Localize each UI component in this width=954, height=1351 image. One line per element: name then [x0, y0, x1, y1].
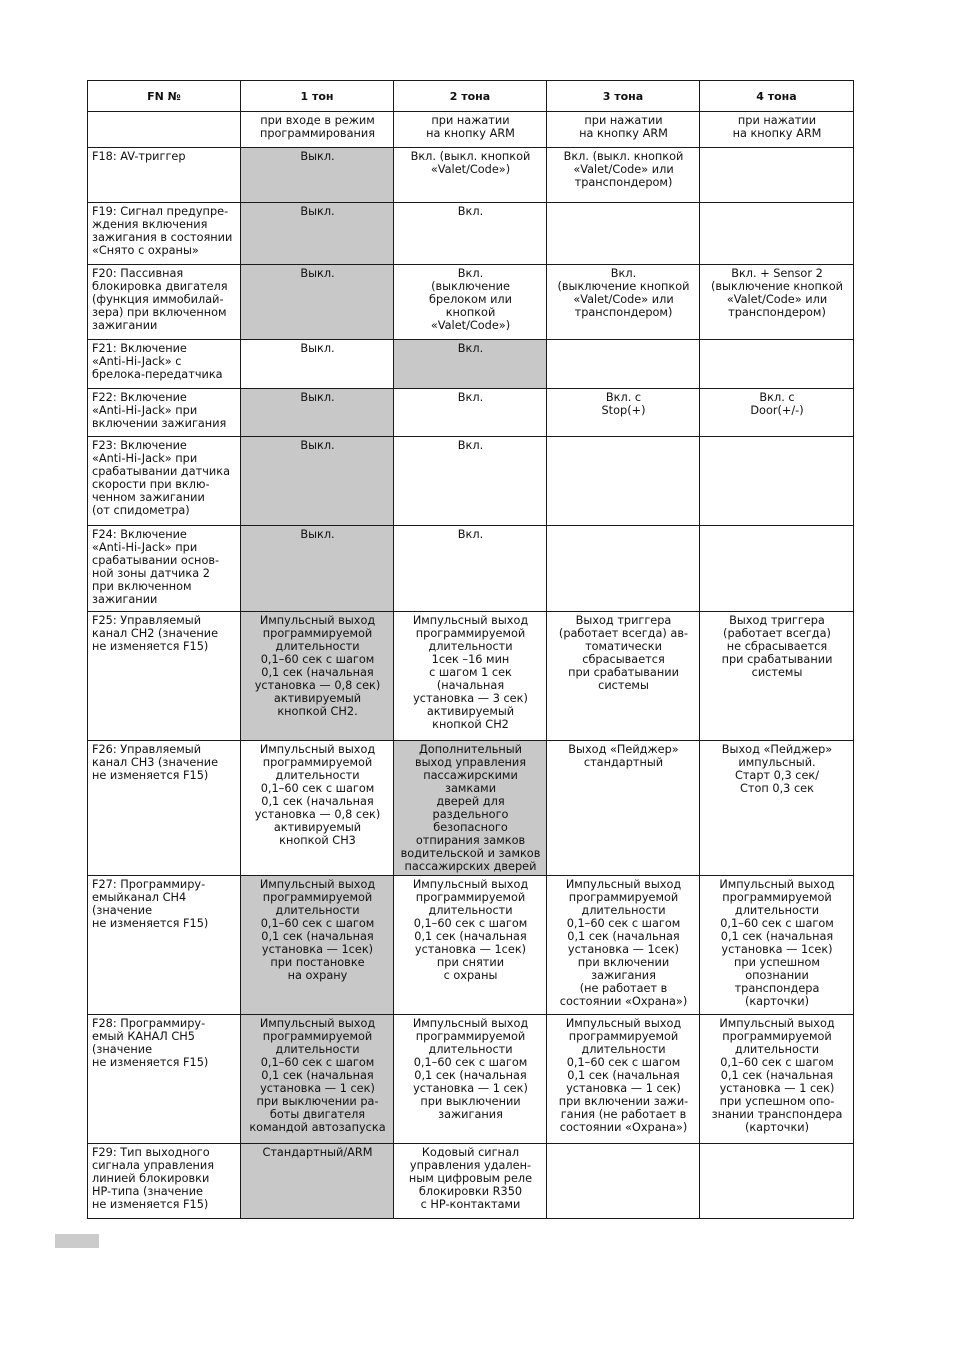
- tone4-cell: [700, 389, 854, 437]
- cell-text: Выход «Пейджер» импульсный. Старт 0,3 сек/ Стоп 0,3 сек: [721, 743, 833, 795]
- tone3-cell: [547, 340, 700, 389]
- tone1-cell: [241, 526, 394, 612]
- cell-text: F24: Включение «Anti-Hi-Jack» при срабатывании основ- ной зоны датчика 2 при включенном зажигании: [92, 528, 220, 606]
- tone1-cell: [241, 1144, 394, 1219]
- tone2-cell: [394, 340, 547, 389]
- fn-cell: [88, 526, 241, 612]
- tone3-cell: [547, 526, 700, 612]
- cell-text: Вкл.: [457, 391, 484, 404]
- cell-text: Выкл.: [300, 439, 335, 452]
- cell-text: Выкл.: [300, 391, 335, 404]
- tone4-cell: [700, 437, 854, 526]
- tone4-cell: [700, 612, 854, 741]
- fn-cell: [88, 1144, 241, 1219]
- table-row: [88, 741, 854, 876]
- fn-cell: [88, 612, 241, 741]
- cell-text: F23: Включение «Anti-Hi-Jack» при срабатывании датчика скорости при вклю- ченном зажигании (от спидометра): [92, 439, 231, 517]
- tone3-cell: [547, 389, 700, 437]
- cell-text: Вкл.: [457, 342, 484, 355]
- tone2-cell: [394, 389, 547, 437]
- table-row: [88, 1144, 854, 1219]
- tone4-cell: [700, 876, 854, 1015]
- header-tone-3: 3 тона: [547, 81, 700, 112]
- tone2-cell: [394, 1144, 547, 1219]
- tone4-cell: [700, 265, 854, 340]
- tone2-cell: [394, 112, 547, 148]
- cell-text: Вкл. + Sensor 2 (выключение кнопкой «Valet/Code» или транспондером): [710, 267, 844, 319]
- cell-text: F26: Управляемый канал CH3 (значение не изменяется F15): [92, 743, 219, 782]
- cell-text: F19: Сигнал предупре- ждения включения зажигания в состоянии «Снято с охраны»: [92, 205, 233, 257]
- cell-text: Импульсный выход программируемой длительности 0,1–60 сек с шагом 0,1 сек (начальная установка — 1сек) при успешном опознании транспондера (карточки): [719, 878, 835, 1008]
- tone3-cell: [547, 876, 700, 1015]
- tone1-cell: [241, 437, 394, 526]
- table-row: [88, 148, 854, 203]
- fn-cell: [88, 876, 241, 1015]
- tone2-cell: [394, 148, 547, 203]
- tone4-cell: [700, 148, 854, 203]
- cell-text: Вкл. (выключение брелоком или кнопкой «Valet/Code»): [429, 267, 512, 332]
- tone1-cell: [241, 203, 394, 265]
- cell-text: F28: Программиру- емый КАНАЛ CH5 (значение не изменяется F15): [92, 1017, 209, 1069]
- header-tone-1: 1 тон: [241, 81, 394, 112]
- cell-text: Выкл.: [300, 205, 335, 218]
- fn-cell: [88, 340, 241, 389]
- fn-cell: [88, 148, 241, 203]
- cell-text: при нажатии на кнопку ARM: [579, 114, 668, 140]
- tone2-cell: [394, 876, 547, 1015]
- fn-cell: [88, 741, 241, 876]
- tone1-cell: [241, 148, 394, 203]
- cell-text: Выкл.: [300, 267, 335, 280]
- tone2-cell: [394, 437, 547, 526]
- tone2-cell: [394, 1015, 547, 1144]
- tone4-cell: [700, 1144, 854, 1219]
- fn-cell: [88, 437, 241, 526]
- fn-cell: [88, 389, 241, 437]
- header-tone-4: 4 тона: [700, 81, 854, 112]
- fn-cell: [88, 265, 241, 340]
- table-row: [88, 112, 854, 148]
- tone3-cell: [547, 437, 700, 526]
- cell-text: Вкл. (выключение кнопкой «Valet/Code» или транспондером): [557, 267, 690, 319]
- table-row: [88, 1015, 854, 1144]
- cell-text: Выкл.: [300, 150, 335, 163]
- cell-text: F18: AV-триггер: [92, 150, 186, 163]
- cell-text: Импульсный выход программируемой длительности 0,1–60 сек с шагом 0,1 сек (начальная установка — 1сек) при снятии с охраны: [412, 878, 529, 982]
- cell-text: Стандартный/ARM: [262, 1146, 373, 1159]
- cell-text: Выход «Пейджер» стандартный: [568, 743, 679, 769]
- cell-text: при нажатии на кнопку ARM: [426, 114, 515, 140]
- table-row: [88, 340, 854, 389]
- tone1-cell: [241, 876, 394, 1015]
- table-row: [88, 526, 854, 612]
- tone1-cell: [241, 612, 394, 741]
- cell-text: Импульсный выход программируемой длительности 0,1–60 сек с шагом 0,1 сек (начальная установка — 0,8 сек) активируемый кнопкой CH3: [254, 743, 381, 847]
- tone2-cell: [394, 612, 547, 741]
- cell-text: при входе в режим программирования: [259, 114, 376, 140]
- tone4-cell: [700, 340, 854, 389]
- tone3-cell: [547, 1015, 700, 1144]
- tone4-cell: [700, 203, 854, 265]
- tone3-cell: [547, 612, 700, 741]
- cell-text: Вкл.: [457, 205, 484, 218]
- tone4-cell: [700, 741, 854, 876]
- table-row: [88, 876, 854, 1015]
- tone2-cell: [394, 265, 547, 340]
- cell-text: Импульсный выход программируемой длительности 0,1–60 сек с шагом 0,1 сек (начальная установка — 1 сек) при успешном опо- знании транспондера (карточки): [711, 1017, 843, 1134]
- cell-text: Кодовый сигнал управления удален- ным цифровым реле блокировки R350 с HP-контактами: [408, 1146, 533, 1211]
- tone3-cell: [547, 148, 700, 203]
- tone3-cell: [547, 112, 700, 148]
- cell-text: Импульсный выход программируемой длительности 0,1–60 сек с шагом 0,1 сек (начальная установка — 0,8 сек) активируемый кнопкой CH2.: [254, 614, 381, 718]
- header-fn: FN №: [88, 81, 241, 112]
- fn-cell: [88, 203, 241, 265]
- cell-text: Выход триггера (работает всегда) ав- томатически сбрасывается при срабатывании системы: [558, 614, 689, 692]
- table-row: [88, 612, 854, 741]
- fn-cell: [88, 1015, 241, 1144]
- cell-text: F20: Пассивная блокировка двигателя (функция иммобилай- зера) при включенном зажигании: [92, 267, 228, 332]
- tone3-cell: [547, 1144, 700, 1219]
- table-row: [88, 389, 854, 437]
- cell-text: при нажатии на кнопку ARM: [732, 114, 822, 140]
- functions-table: [87, 80, 854, 1219]
- tone3-cell: [547, 741, 700, 876]
- cell-text: Вкл.: [457, 528, 484, 541]
- cell-text: F22: Включение «Anti-Hi-Jack» при включении зажигания: [92, 391, 227, 430]
- cell-text: Дополнительный выход управления пассажирскими замками дверей для раздельного безопасного отпирания замков водительской и замков пассажирских дверей: [400, 743, 541, 873]
- fn-cell: [88, 112, 241, 148]
- tone1-cell: [241, 265, 394, 340]
- cell-text: Импульсный выход программируемой длительности 1сек –16 мин с шагом 1 сек (начальная установка — 3 сек) активируемый кнопкой CH2: [412, 614, 529, 731]
- cell-text: Выкл.: [300, 342, 335, 355]
- tone1-cell: [241, 741, 394, 876]
- tone2-cell: [394, 203, 547, 265]
- cell-text: F25: Управляемый канал CH2 (значение не изменяется F15): [92, 614, 219, 653]
- cell-text: Импульсный выход программируемой длительности 0,1–60 сек с шагом 0,1 сек (начальная установка — 1сек) при включении зажигания (не работает в состоянии «Охрана»): [559, 878, 688, 1008]
- cell-text: Выход триггера (работает всегда) не сбрасывается при срабатывании системы: [721, 614, 833, 679]
- header-row: [88, 81, 854, 112]
- tone1-cell: [241, 389, 394, 437]
- cell-text: Импульсный выход программируемой длительности 0,1–60 сек с шагом 0,1 сек (начальная установка — 1 сек) при выключении зажигания: [412, 1017, 529, 1121]
- cell-text: Импульсный выход программируемой длительности 0,1–60 сек с шагом 0,1 сек (начальная установка — 1сек) при постановке на охрану: [259, 878, 376, 982]
- cell-text: F21: Включение «Anti-Hi-Jack» с брелока-передатчика: [92, 342, 223, 381]
- tone3-cell: [547, 265, 700, 340]
- cell-text: Импульсный выход программируемой длительности 0,1–60 сек с шагом 0,1 сек (начальная установка — 1 сек) при выключении ра- боты двигателя командой автозапуска: [249, 1017, 386, 1134]
- cell-text: Выкл.: [300, 528, 335, 541]
- tone1-cell: [241, 112, 394, 148]
- tone4-cell: [700, 112, 854, 148]
- table-row: [88, 437, 854, 526]
- tone3-cell: [547, 203, 700, 265]
- tone2-cell: [394, 526, 547, 612]
- tone4-cell: [700, 526, 854, 612]
- page-footer-marker: [55, 1234, 99, 1248]
- cell-text: Вкл. (выкл. кнопкой «Valet/Code»): [410, 150, 531, 176]
- tone4-cell: [700, 1015, 854, 1144]
- table-row: [88, 265, 854, 340]
- cell-text: Вкл. (выкл. кнопкой «Valet/Code» или транспондером): [563, 150, 684, 189]
- cell-text: Вкл. с Stop(+): [601, 391, 646, 417]
- table-row: [88, 203, 854, 265]
- cell-text: F27: Программиру- емыйканал CH4 (значение не изменяется F15): [92, 878, 209, 930]
- cell-text: Вкл.: [457, 439, 484, 452]
- cell-text: F29: Тип выходного сигнала управления линией блокировки HP-типа (значение не изменяется F15): [92, 1146, 215, 1211]
- tone2-cell: [394, 741, 547, 876]
- cell-text: Вкл. с Door(+/-): [750, 391, 804, 417]
- tone1-cell: [241, 340, 394, 389]
- cell-text: Импульсный выход программируемой длительности 0,1–60 сек с шагом 0,1 сек (начальная установка — 1 сек) при включении зажи- гания (не работает в состоянии «Охрана»): [558, 1017, 689, 1134]
- tone1-cell: [241, 1015, 394, 1144]
- header-tone-2: 2 тона: [394, 81, 547, 112]
